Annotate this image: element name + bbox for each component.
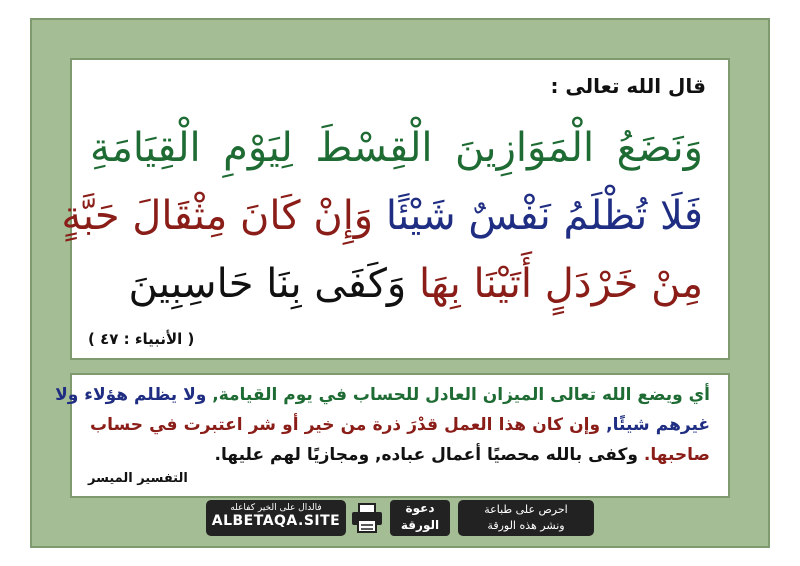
tafsir-line-2-part-a: غيرهم شيئًا, <box>606 415 710 435</box>
verse-line-2 <box>61 192 703 240</box>
verse-line-1 <box>90 124 703 172</box>
site-url[interactable]: ALBETAQA.SITE <box>211 513 341 529</box>
tafsir-line-2-part-b: وإن كان هذا العمل قدْرَ ذرة من خير أو شر اعتبرت في حساب <box>90 415 601 435</box>
tafsir-line-1-part-a: أي ويضع الله تعالى الميزان العادل للحساب في يوم القيامة, <box>212 385 710 405</box>
verse-reference: ( الأنبياء : ٤٧ ) <box>88 330 195 348</box>
tafsir-line-1 <box>55 385 710 405</box>
print-note-2: ونشر هذه الورقة <box>487 519 565 532</box>
verse-line-3-part-b: وَكَفَى بِنَا حَاسِبِينَ <box>128 261 407 307</box>
printer-icon <box>350 502 384 534</box>
verse-line-1-text: وَنَضَعُ الْمَوَازِينَ الْقِسْطَ لِيَوْمِ الْقِيَامَةِ <box>90 125 703 171</box>
tafsir-line-2 <box>90 415 710 435</box>
dawa-waraqa-logo <box>390 500 450 536</box>
logo-line-2: الورقة <box>400 518 440 532</box>
tafsir-line-3-part-b: وكفى بالله محصيًا أعمال عباده, ومجازيًا لهم عليها. <box>214 445 638 465</box>
verse-line-3 <box>90 260 703 308</box>
verse-line-2-part-b: وَإِنْ كَانَ مِثْقَالَ حَبَّةٍ <box>61 193 374 239</box>
tafsir-line-1-part-b: ولا يظلم هؤلاء ولا <box>55 385 207 405</box>
tafsir-panel <box>55 373 730 498</box>
verse-line-3-part-a: مِنْ خَرْدَلٍ أَتَيْنَا بِهَا <box>418 261 703 307</box>
print-note-badge <box>458 500 594 536</box>
logo-line-1: دعوة <box>405 501 435 515</box>
verse-line-2-part-a: فَلَا تُظْلَمُ نَفْسٌ شَيْئًا <box>385 193 703 239</box>
verse-panel <box>61 58 730 360</box>
tafsir-line-3-part-a: صاحبها. <box>643 445 710 465</box>
tafsir-line-3 <box>90 445 710 465</box>
verse-intro: قال الله تعالى : <box>550 74 706 98</box>
site-badge[interactable] <box>206 500 346 536</box>
print-note-1: احرص على طباعة <box>484 503 568 516</box>
site-note: فالدال على الخير كفاعله <box>230 503 322 513</box>
tafsir-source: التفسير الميسر <box>88 471 188 486</box>
